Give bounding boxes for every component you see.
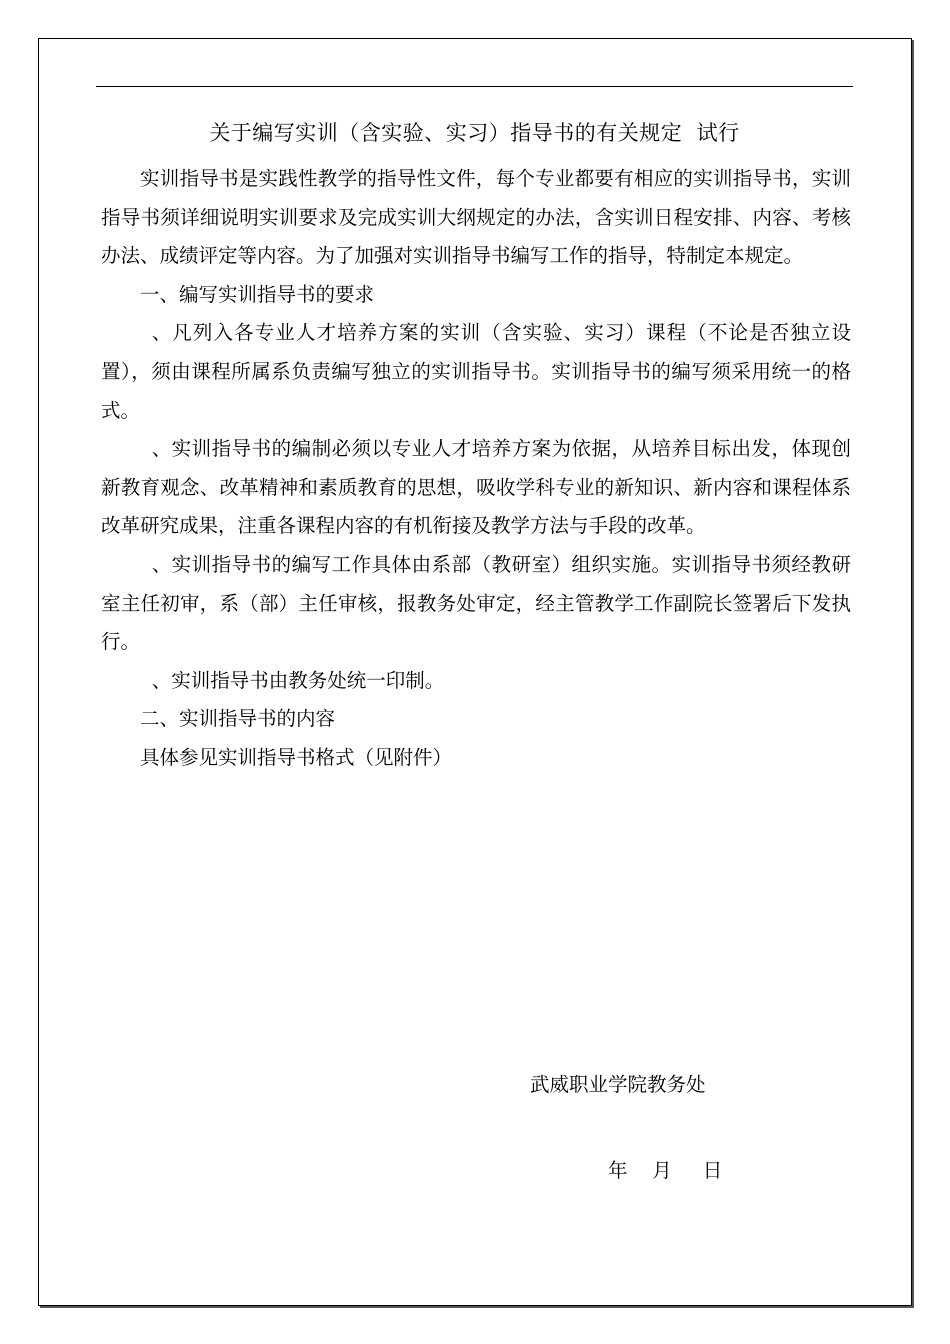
- date-line: 年 月 日: [608, 1159, 723, 1182]
- intro-paragraph: 实训指导书是实践性教学的指导性文件，每个专业都要有相应的实训指导书，实训指导书须详细说明实训要求及完成实训大纲规定的办法，含实训日程安排、内容、考核办法、成绩评定等内容。为了加强对实训指导书编写工作的指导，特制定本规定。: [101, 167, 851, 268]
- document-title: 关于编写实训（含实验、实习）指导书的有关规定 试行: [209, 121, 740, 145]
- section-2-heading: 二、实训指导书的内容: [140, 707, 336, 731]
- requirement-item-3: 、实训指导书的编写工作具体由系部（教研室）组织实施。实训指导书须经教研室主任初审，系（部）主任审核，报教务处审定，经主管教学工作副院长签署后下发执行。: [101, 552, 851, 654]
- issuer-signature: 武威职业学院教务处: [530, 1073, 706, 1096]
- requirement-item-2: 、实训指导书的编制必须以专业人才培养方案为依据，从培养目标出发，体现创新教育观念、改革精神和素质教育的思想，吸收学科专业的新知识、新内容和课程体系改革研究成果，注重各课程内容的有机衔接及教学方法与手段的改革。: [101, 437, 851, 538]
- section-1-heading: 一、编写实训指导书的要求: [140, 282, 375, 306]
- requirement-item-4: 、实训指导书由教务处统一印制。: [151, 668, 445, 692]
- requirement-item-1: 、凡列入各专业人才培养方案的实训（含实验、实习）课程（不论是否独立设置），须由课程所属系负责编写独立的实训指导书。实训指导书的编写须采用统一的格式。: [101, 321, 851, 422]
- document-body: [101, 160, 851, 778]
- section-2-text: 具体参见实训指导书格式（见附件）: [140, 745, 453, 769]
- header-rule: [96, 86, 853, 87]
